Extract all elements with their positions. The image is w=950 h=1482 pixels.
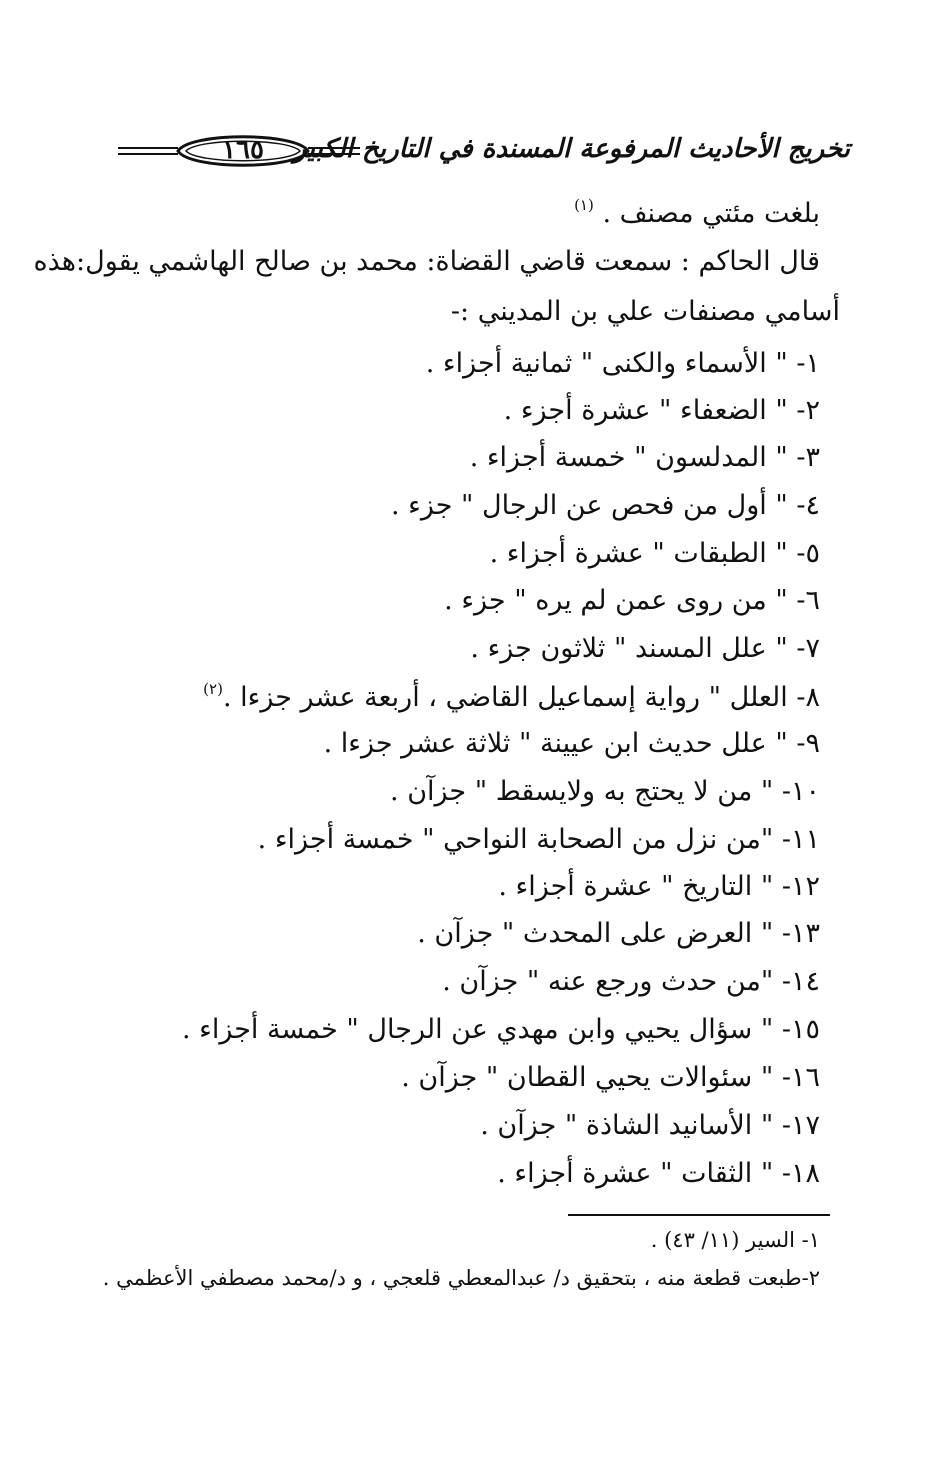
list-item: ٣- " المدلسون " خمسة أجزاء . (469, 442, 820, 473)
list-item: ١٠- " من لا يحتج به ولايسقط " جزآن . (390, 776, 820, 807)
list-item: ٧- " علل المسند " ثلاثون جزء . (470, 633, 820, 664)
list-item: ٤- " أول من فحص عن الرجال " جزء . (391, 490, 820, 521)
list-item: ١- " الأسماء والكنى " ثمانية أجزاء . (425, 348, 820, 379)
paragraph-line: قال الحاكم : سمعت قاضي القضاة: محمد بن صالح الهاشمي يقول:هذه (33, 246, 820, 277)
footnote: ٢-طبعت قطعة منه ، بتحقيق د/ عبدالمعطي قلعجي ، و د/محمد مصطفي الأعظمي . (102, 1266, 820, 1290)
list-item: ٩- " علل حديث ابن عيينة " ثلاثة عشر جزءا . (323, 728, 820, 759)
list-item: ٥- " الطبقات " عشرة أجزاء . (489, 538, 820, 569)
list-item: ١٢- " التاريخ " عشرة أجزاء . (498, 871, 820, 902)
page-number: ١٦٥ (222, 135, 264, 165)
list-item: ١٦- " سئوالات يحيي القطان " جزآن . (401, 1062, 820, 1093)
list-item: ١٥- " سؤال يحيي وابن مهدي عن الرجال " خمسة أجزاء . (181, 1014, 820, 1045)
footnote: ١- السير (١١/ ٤٣) . (650, 1228, 820, 1252)
running-header (110, 128, 850, 174)
list-item: ١١- "من نزل من الصحابة النواحي " خمسة أجزاء . (257, 824, 820, 855)
list-item: ١٧- " الأسانيد الشاذة " جزآن . (480, 1110, 820, 1141)
list-item: ١٨- " الثقات " عشرة أجزاء . (497, 1158, 820, 1189)
opening-line: بلغت مئتي مصنف . $^{(١)}$ (574, 196, 820, 229)
footnote-ref: (٢) (203, 680, 223, 698)
running-title: تخريج الأحاديث المرفوعة المسندة في التاريخ الكبير (293, 134, 850, 164)
list-item: ١٣- " العرض على المحدث " جزآن . (417, 918, 820, 949)
list-item: ١٤- "من حدث ورجع عنه " جزآن . (442, 966, 820, 997)
footnote-separator (568, 1214, 830, 1216)
list-item: ٢- " الضعفاء " عشرة أجزء . (503, 395, 820, 426)
footnote-ref: (١) (574, 196, 594, 214)
paragraph-line: أسامي مصنفات علي بن المديني :- (450, 296, 840, 327)
list-item: ٨- العلل " رواية إسماعيل القاضي ، أربعة عشر جزءا .$^{(٢)}$ (203, 680, 820, 713)
list-item: ٦- " من روى عمن لم يره " جزء . (444, 585, 820, 616)
